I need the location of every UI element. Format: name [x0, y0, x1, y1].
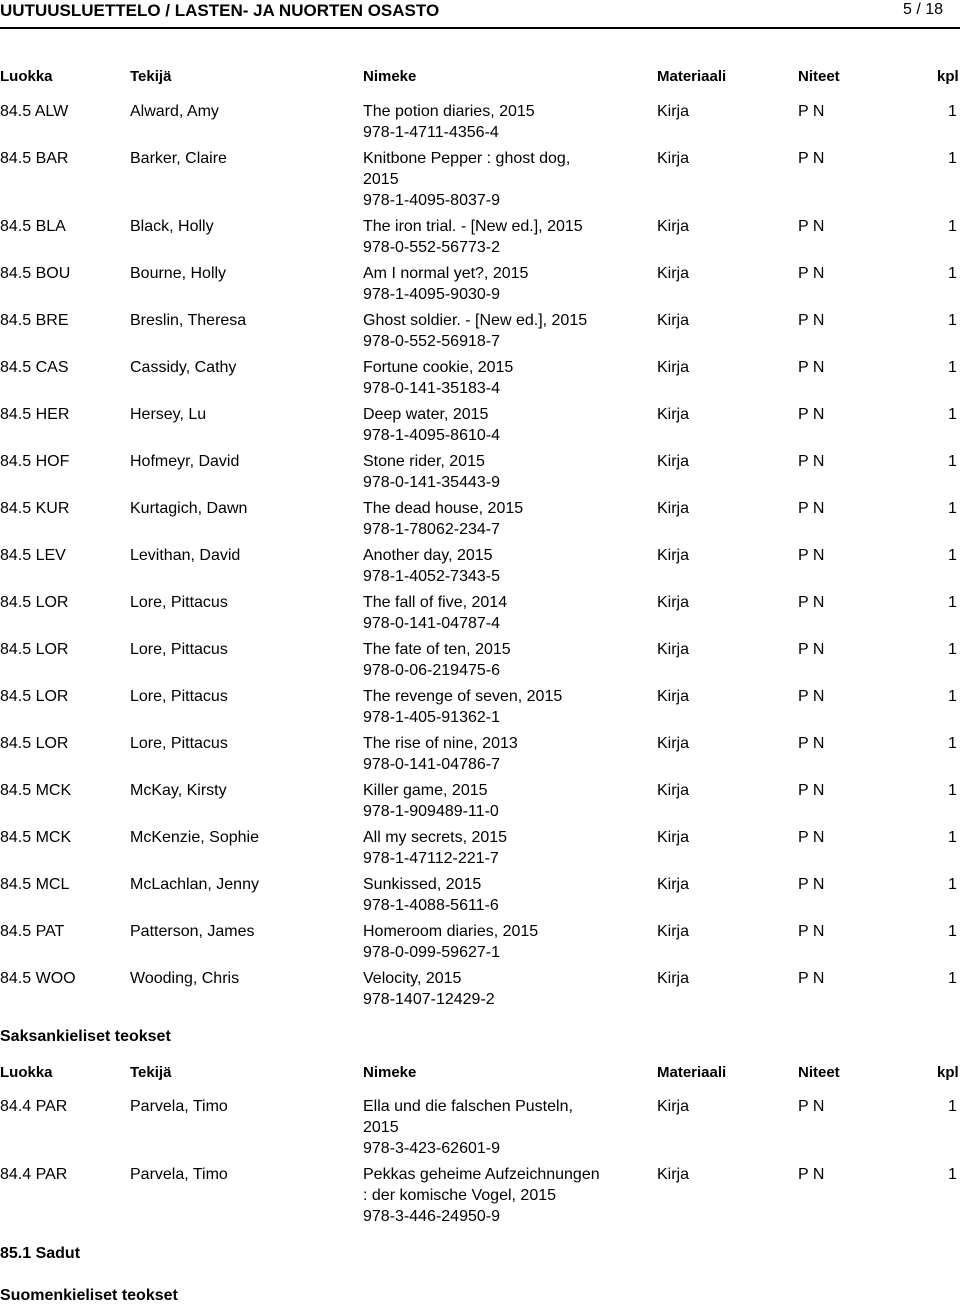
cell-kpl: 1 — [948, 265, 957, 282]
cell-nimeke — [363, 263, 623, 305]
cell-niteet: P N — [798, 782, 825, 799]
cell-nimeke — [363, 921, 623, 963]
cell-title: Fortune cookie, 2015 — [363, 359, 514, 376]
cell-tekija: Breslin, Theresa — [130, 312, 247, 329]
cell-title: 2015 — [363, 1119, 399, 1136]
cell-nimeke — [363, 545, 623, 587]
cell-tekija: Lore, Pittacus — [130, 735, 228, 752]
cell-niteet: P N — [798, 218, 825, 235]
cell-tekija: Lore, Pittacus — [130, 688, 228, 705]
cell-tekija: Parvela, Timo — [130, 1166, 228, 1183]
cell-tekija: McKenzie, Sophie — [130, 829, 259, 846]
cell-materiaali: Kirja — [657, 150, 690, 167]
cell-niteet: P N — [798, 923, 825, 940]
cell-kpl: 1 — [948, 359, 957, 376]
cell-isbn: 978-0-141-04787-4 — [363, 615, 500, 632]
cell-title: All my secrets, 2015 — [363, 829, 508, 846]
cell-nimeke — [363, 639, 623, 681]
cell-materiaali: Kirja — [657, 103, 690, 120]
document-title: UUTUUSLUETTELO / LASTEN- JA NUORTEN OSASTO — [0, 1, 440, 20]
cell-tekija: Barker, Claire — [130, 150, 227, 167]
cell-materiaali: Kirja — [657, 265, 690, 282]
cell-title: The fate of ten, 2015 — [363, 641, 511, 658]
cell-kpl: 1 — [948, 641, 957, 658]
cell-nimeke — [363, 148, 623, 211]
cell-nimeke — [363, 686, 623, 728]
cell-nimeke — [363, 968, 623, 1010]
cell-title: Stone rider, 2015 — [363, 453, 485, 470]
cell-kpl: 1 — [948, 876, 957, 893]
cell-niteet: P N — [798, 453, 825, 470]
cell-niteet: P N — [798, 688, 825, 705]
cell-luokka: 84.5 LOR — [0, 641, 69, 658]
cell-luokka: 84.5 KUR — [0, 500, 70, 517]
cell-nimeke — [363, 733, 623, 775]
cell-niteet: P N — [798, 265, 825, 282]
cell-niteet: P N — [798, 406, 825, 423]
column-header-luokka: Luokka — [0, 1064, 53, 1081]
cell-isbn: 978-0-552-56773-2 — [363, 239, 500, 256]
cell-isbn: 978-0-552-56918-7 — [363, 333, 500, 350]
cell-luokka: 84.5 PAT — [0, 923, 65, 940]
cell-materiaali: Kirja — [657, 1166, 690, 1183]
cell-title: The potion diaries, 2015 — [363, 103, 535, 120]
cell-luokka: 84.5 BAR — [0, 150, 69, 167]
cell-nimeke — [363, 451, 623, 493]
cell-kpl: 1 — [948, 594, 957, 611]
cell-title: 2015 — [363, 171, 399, 188]
cell-isbn: 978-1-4088-5611-6 — [363, 897, 499, 914]
cell-nimeke — [363, 592, 623, 634]
cell-kpl: 1 — [948, 218, 957, 235]
column-header-kpl: kpl — [937, 1064, 959, 1081]
cell-luokka: 84.4 PAR — [0, 1166, 68, 1183]
cell-materiaali: Kirja — [657, 641, 690, 658]
cell-isbn: 978-1-4095-8610-4 — [363, 427, 500, 444]
cell-kpl: 1 — [948, 312, 957, 329]
cell-materiaali: Kirja — [657, 735, 690, 752]
cell-nimeke — [363, 780, 623, 822]
cell-luokka: 84.5 CAS — [0, 359, 69, 376]
column-header-kpl: kpl — [937, 68, 959, 85]
cell-luokka: 84.5 MCK — [0, 829, 72, 846]
cell-title: Another day, 2015 — [363, 547, 493, 564]
cell-isbn: 978-0-141-04786-7 — [363, 756, 500, 773]
cell-kpl: 1 — [948, 970, 957, 987]
cell-niteet: P N — [798, 312, 825, 329]
cell-materiaali: Kirja — [657, 312, 690, 329]
cell-nimeke — [363, 874, 623, 916]
cell-materiaali: Kirja — [657, 688, 690, 705]
cell-kpl: 1 — [948, 406, 957, 423]
cell-kpl: 1 — [948, 735, 957, 752]
cell-title: The dead house, 2015 — [363, 500, 524, 517]
column-header-materiaali: Materiaali — [657, 68, 727, 85]
cell-materiaali: Kirja — [657, 923, 690, 940]
cell-nimeke — [363, 310, 623, 352]
cell-isbn: 978-1-78062-234-7 — [363, 521, 500, 538]
cell-nimeke — [363, 498, 623, 540]
cell-title: Sunkissed, 2015 — [363, 876, 482, 893]
cell-tekija: Parvela, Timo — [130, 1098, 228, 1115]
cell-title: Homeroom diaries, 2015 — [363, 923, 539, 940]
page-header — [0, 0, 960, 28]
cell-luokka: 84.5 BRE — [0, 312, 69, 329]
cell-tekija: Lore, Pittacus — [130, 594, 228, 611]
column-header-niteet: Niteet — [798, 68, 840, 85]
cell-kpl: 1 — [948, 1098, 957, 1115]
cell-luokka: 84.5 HOF — [0, 453, 70, 470]
cell-luokka: 84.5 HER — [0, 406, 70, 423]
cell-niteet: P N — [798, 500, 825, 517]
cell-niteet: P N — [798, 735, 825, 752]
cell-luokka: 84.5 BLA — [0, 218, 66, 235]
cell-niteet: P N — [798, 876, 825, 893]
cell-tekija: Hersey, Lu — [130, 406, 207, 423]
cell-luokka: 84.5 WOO — [0, 970, 76, 987]
cell-title: The iron trial. - [New ed.], 2015 — [363, 218, 583, 235]
cell-materiaali: Kirja — [657, 876, 690, 893]
cell-nimeke — [363, 357, 623, 399]
cell-title: The rise of nine, 2013 — [363, 735, 518, 752]
cell-niteet: P N — [798, 1098, 825, 1115]
cell-isbn: 978-0-141-35183-4 — [363, 380, 500, 397]
cell-luokka: 84.4 PAR — [0, 1098, 68, 1115]
cell-materiaali: Kirja — [657, 970, 690, 987]
column-header-tekija: Tekijä — [130, 1064, 172, 1081]
cell-isbn: 978-0-141-35443-9 — [363, 474, 500, 491]
cell-materiaali: Kirja — [657, 218, 690, 235]
column-header-row-german — [0, 1064, 960, 1086]
cell-title: Killer game, 2015 — [363, 782, 488, 799]
column-header-row — [0, 68, 960, 90]
cell-title: Deep water, 2015 — [363, 406, 489, 423]
cell-materiaali: Kirja — [657, 359, 690, 376]
cell-tekija: McKay, Kirsty — [130, 782, 227, 799]
cell-kpl: 1 — [948, 453, 957, 470]
cell-niteet: P N — [798, 641, 825, 658]
cell-isbn: 978-3-423-62601-9 — [363, 1140, 500, 1157]
cell-luokka: 84.5 LOR — [0, 594, 69, 611]
cell-niteet: P N — [798, 1166, 825, 1183]
cell-title: The fall of five, 2014 — [363, 594, 508, 611]
cell-luokka: 84.5 MCK — [0, 782, 72, 799]
cell-title: Ghost soldier. - [New ed.], 2015 — [363, 312, 588, 329]
header-divider — [0, 27, 960, 29]
column-header-materiaali: Materiaali — [657, 1064, 727, 1081]
cell-isbn: 978-1-4095-8037-9 — [363, 192, 500, 209]
cell-nimeke — [363, 101, 623, 143]
cell-tekija: Bourne, Holly — [130, 265, 227, 282]
cell-tekija: Cassidy, Cathy — [130, 359, 237, 376]
cell-niteet: P N — [798, 594, 825, 611]
cell-niteet: P N — [798, 829, 825, 846]
cell-niteet: P N — [798, 150, 825, 167]
cell-luokka: 84.5 ALW — [0, 103, 69, 120]
cell-isbn: 978-1-4095-9030-9 — [363, 286, 500, 303]
cell-kpl: 1 — [948, 1166, 957, 1183]
cell-tekija: Lore, Pittacus — [130, 641, 228, 658]
section-title-finnish: Suomenkieliset teokset — [0, 1287, 178, 1304]
cell-nimeke — [363, 827, 623, 869]
cell-isbn: 978-1-4711-4356-4 — [363, 124, 499, 141]
cell-materiaali: Kirja — [657, 547, 690, 564]
cell-isbn: 978-1407-12429-2 — [363, 991, 495, 1008]
cell-isbn: 978-0-099-59627-1 — [363, 944, 500, 961]
column-header-niteet: Niteet — [798, 1064, 840, 1081]
cell-tekija: Wooding, Chris — [130, 970, 240, 987]
cell-tekija: McLachlan, Jenny — [130, 876, 259, 893]
cell-nimeke — [363, 1096, 623, 1159]
cell-materiaali: Kirja — [657, 453, 690, 470]
cell-title: Pekkas geheime Aufzeichnungen — [363, 1166, 600, 1183]
cell-kpl: 1 — [948, 688, 957, 705]
cell-title: Ella und die falschen Pusteln, — [363, 1098, 573, 1115]
cell-niteet: P N — [798, 359, 825, 376]
section-title-german: Saksankieliset teokset — [0, 1028, 171, 1045]
cell-isbn: 978-1-909489-11-0 — [363, 803, 499, 820]
cell-materiaali: Kirja — [657, 594, 690, 611]
cell-isbn: 978-1-47112-221-7 — [363, 850, 499, 867]
column-header-nimeke: Nimeke — [363, 68, 417, 85]
cell-title: Knitbone Pepper : ghost dog, — [363, 150, 571, 167]
cell-tekija: Kurtagich, Dawn — [130, 500, 248, 517]
cell-isbn: 978-1-4052-7343-5 — [363, 568, 500, 585]
cell-title: Velocity, 2015 — [363, 970, 462, 987]
cell-kpl: 1 — [948, 547, 957, 564]
section-title-sadut: 85.1 Sadut — [0, 1245, 81, 1262]
cell-tekija: Alward, Amy — [130, 103, 219, 120]
cell-materiaali: Kirja — [657, 500, 690, 517]
cell-tekija: Black, Holly — [130, 218, 214, 235]
cell-luokka: 84.5 MCL — [0, 876, 70, 893]
cell-tekija: Hofmeyr, David — [130, 453, 240, 470]
page-number: 5 / 18 — [902, 1, 943, 18]
cell-nimeke — [363, 1164, 623, 1227]
cell-luokka: 84.5 LOR — [0, 735, 69, 752]
column-header-luokka: Luokka — [0, 68, 53, 85]
cell-kpl: 1 — [948, 829, 957, 846]
cell-materiaali: Kirja — [657, 1098, 690, 1115]
cell-tekija: Patterson, James — [130, 923, 255, 940]
cell-luokka: 84.5 LEV — [0, 547, 66, 564]
cell-kpl: 1 — [948, 500, 957, 517]
cell-kpl: 1 — [948, 923, 957, 940]
cell-materiaali: Kirja — [657, 406, 690, 423]
cell-isbn: 978-1-405-91362-1 — [363, 709, 500, 726]
cell-kpl: 1 — [948, 150, 957, 167]
cell-isbn: 978-0-06-219475-6 — [363, 662, 500, 679]
cell-niteet: P N — [798, 547, 825, 564]
cell-title: The revenge of seven, 2015 — [363, 688, 563, 705]
cell-luokka: 84.5 BOU — [0, 265, 71, 282]
column-header-nimeke: Nimeke — [363, 1064, 417, 1081]
cell-tekija: Levithan, David — [130, 547, 241, 564]
cell-nimeke — [363, 216, 623, 258]
cell-luokka: 84.5 LOR — [0, 688, 69, 705]
cell-nimeke — [363, 404, 623, 446]
column-header-tekija: Tekijä — [130, 68, 172, 85]
cell-kpl: 1 — [948, 782, 957, 799]
cell-title: Am I normal yet?, 2015 — [363, 265, 529, 282]
cell-title: : der komische Vogel, 2015 — [363, 1187, 557, 1204]
cell-niteet: P N — [798, 103, 825, 120]
cell-materiaali: Kirja — [657, 829, 690, 846]
cell-kpl: 1 — [948, 103, 957, 120]
cell-materiaali: Kirja — [657, 782, 690, 799]
cell-niteet: P N — [798, 970, 825, 987]
cell-isbn: 978-3-446-24950-9 — [363, 1208, 500, 1225]
